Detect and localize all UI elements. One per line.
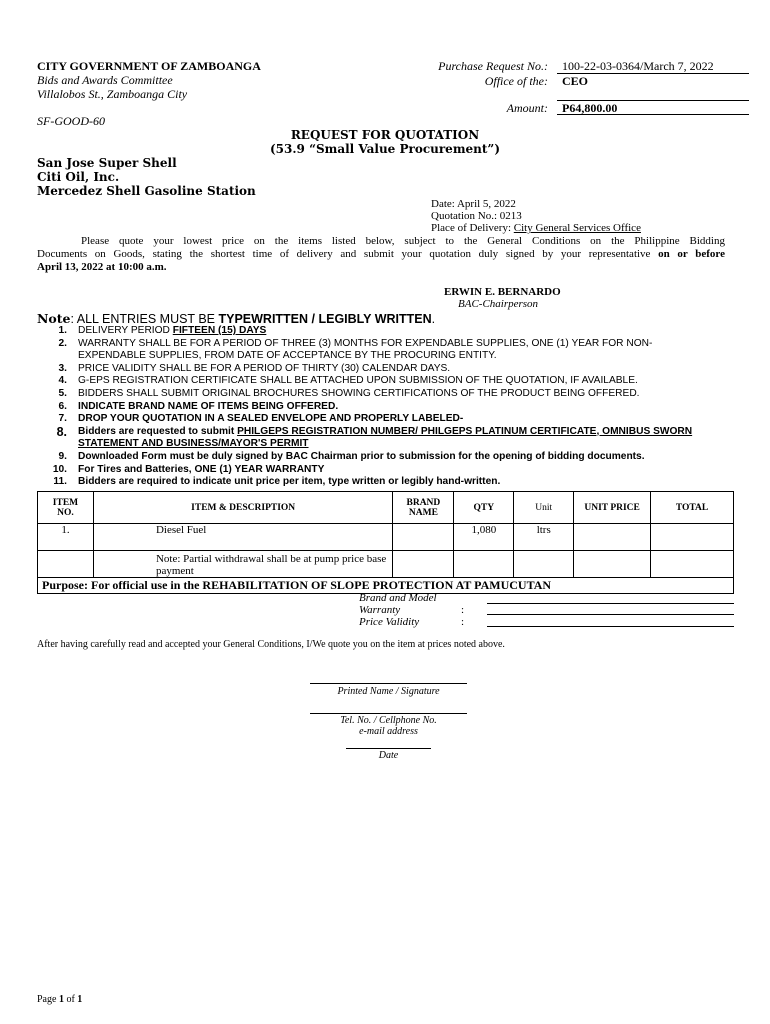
- condition-item: 2. WARRANTY SHALL BE FOR A PERIOD OF THREE (3) MONTHS FOR EXPENDABLE SUPPLIES, ONE (1) YEAR FOR NON-: [58, 337, 653, 349]
- cell-total[interactable]: [651, 524, 734, 551]
- cell-description: Diesel Fuel: [93, 524, 392, 551]
- table-note-row: [38, 551, 734, 578]
- deadline: April 13, 2022 at 10:00 a.m.: [37, 261, 167, 273]
- brand-model-line[interactable]: [487, 603, 734, 604]
- tel-label: Tel. No. / Cellphone No.: [340, 715, 437, 726]
- page-number: Page 1 of 1: [37, 994, 83, 1005]
- condition-item: 5. BIDDERS SHALL SUBMIT ORIGINAL BROCHURES SHOWING CERTIFICATIONS OF THE PRODUCT BEING OFFERED.: [58, 387, 640, 399]
- cell-unit: ltrs: [514, 524, 574, 551]
- amount-underline: [557, 114, 749, 115]
- condition-item: 10. For Tires and Batteries, ONE (1) YEAR WARRANTY: [52, 463, 325, 475]
- doc-title: REQUEST FOR QUOTATION: [290, 128, 480, 142]
- signature-line[interactable]: [310, 683, 467, 684]
- signatory-position: BAC-Chairperson: [458, 298, 539, 310]
- place-of-delivery: Place of Delivery: City General Services Office: [431, 222, 641, 234]
- conditions-list: [37, 325, 737, 489]
- condition-item: EXPENDABLE SUPPLIES, FROM DATE OF ACCEPTANCE BY THE PROCURING ENTITY.: [78, 350, 497, 362]
- form-code: SF-GOOD-60: [37, 114, 105, 128]
- quote-date: Date: April 5, 2022: [431, 198, 516, 210]
- quotation-details: [431, 198, 641, 234]
- signatory-name: ERWIN E. BERNARDO: [444, 286, 561, 298]
- table-row: [38, 524, 734, 551]
- date-line[interactable]: [346, 748, 431, 749]
- pr-value: 100-22-03-0364/March 7, 2022: [562, 59, 714, 73]
- office-address: Villalobos St., Zamboanga City: [37, 87, 188, 101]
- recipient-list: [37, 156, 256, 198]
- pr-label: Purchase Request No.:: [438, 59, 548, 73]
- cell-qty: 1,080: [454, 524, 514, 551]
- recipient: Mercedez Shell Gasoline Station: [37, 184, 256, 198]
- committee-name: Bids and Awards Committee: [37, 73, 173, 87]
- condition-item: 8. Bidders are requested to submit PHILGEPS REGISTRATION NUMBER/ PHILGEPS PLATINUM CERTIFICATE, OMNIBUS SWORN: [56, 424, 693, 439]
- recipient: San Jose Super Shell: [37, 156, 177, 170]
- condition-item: 9. Downloaded Form must be duly signed by BAC Chairman prior to submission for the opening of bidding documents.: [58, 450, 645, 462]
- condition-item: 6. INDICATE BRAND NAME OF ITEMS BEING OFFERED.: [58, 400, 339, 412]
- price-validity-colon: :: [461, 616, 465, 628]
- col-unit: Unit: [514, 492, 574, 524]
- intro-line: Please quote your lowest price on the items listed below, subject to the General Conditions on the Philippine Bidding: [81, 235, 725, 247]
- date-label: Date: [378, 750, 399, 761]
- cell-brand[interactable]: [393, 524, 454, 551]
- condition-item: 11. Bidders are required to indicate unit price per item, type written or legibly hand-written.: [53, 476, 501, 488]
- warranty-colon: :: [461, 604, 465, 616]
- warranty-label: Warranty: [359, 604, 401, 616]
- intro-paragraph: [37, 235, 725, 274]
- brand-model-label: Brand and Model: [359, 592, 437, 604]
- recipient: Citi Oil, Inc.: [37, 170, 120, 184]
- price-validity-label: Price Validity: [359, 616, 420, 628]
- office-of-value: CEO: [562, 74, 589, 88]
- cell-unit-price[interactable]: [574, 524, 651, 551]
- amount-label: Amount:: [506, 101, 548, 115]
- cell-item-no: 1.: [38, 524, 94, 551]
- col-qty: QTY: [454, 492, 514, 524]
- condition-item: 4. G-EPS REGISTRATION CERTIFICATE SHALL BE ATTACHED UPON SUBMISSION OF THE QUOTATION, IF AVAILABLE.: [58, 375, 638, 387]
- condition-item: 1. DELIVERY PERIOD FIFTEEN (15) DAYS: [58, 325, 267, 336]
- tel-line[interactable]: [310, 713, 467, 714]
- col-total: TOTAL: [651, 492, 734, 524]
- price-validity-line[interactable]: [487, 626, 734, 627]
- office-name: CITY GOVERNMENT OF ZAMBOANGA: [37, 59, 261, 73]
- quotation-number: Quotation No.: 0213: [431, 210, 522, 222]
- purpose-text: Purpose: For official use in the REHABILITATION OF SLOPE PROTECTION AT PAMUCUTAN: [38, 578, 734, 594]
- note-heading: Note: ALL ENTRIES MUST BE TYPEWRITTEN / LEGIBLY WRITTEN.: [37, 311, 436, 326]
- quotation-table: [37, 491, 734, 594]
- table-header-row: [38, 492, 734, 524]
- col-brand: BRAND NAME: [393, 492, 454, 524]
- col-unit-price: UNIT PRICE: [574, 492, 651, 524]
- printed-name-label: Printed Name / Signature: [337, 686, 440, 697]
- warranty-line[interactable]: [487, 614, 734, 615]
- condition-item: STATEMENT AND BUSINESS/MAYOR'S PERMIT: [78, 438, 309, 450]
- amount-value: P64,800.00: [562, 101, 618, 115]
- acceptance-statement: After having carefully read and accepted your General Conditions, I/We quote you on the item at prices noted above.: [37, 639, 505, 650]
- email-label: e-mail address: [359, 726, 418, 737]
- col-description: ITEM & DESCRIPTION: [93, 492, 392, 524]
- condition-item: 3. PRICE VALIDITY SHALL BE FOR A PERIOD OF THIRTY (30) CALENDAR DAYS.: [58, 362, 451, 374]
- doc-subtitle: (53.9 “Small Value Procurement”): [269, 142, 500, 156]
- partial-withdrawal-note: Note: Partial withdrawal shall be at pump price base payment: [93, 551, 392, 578]
- intro-line: Documents on Goods, stating the shortest time of delivery and submit your quotation duly signed by your representative on or before: [37, 248, 726, 260]
- col-item-no: ITEM NO.: [38, 492, 94, 524]
- office-of-label: Office of the:: [484, 74, 548, 88]
- condition-item: 7. DROP YOUR QUOTATION IN A SEALED ENVELOPE AND PROPERLY LABELED-: [58, 413, 464, 425]
